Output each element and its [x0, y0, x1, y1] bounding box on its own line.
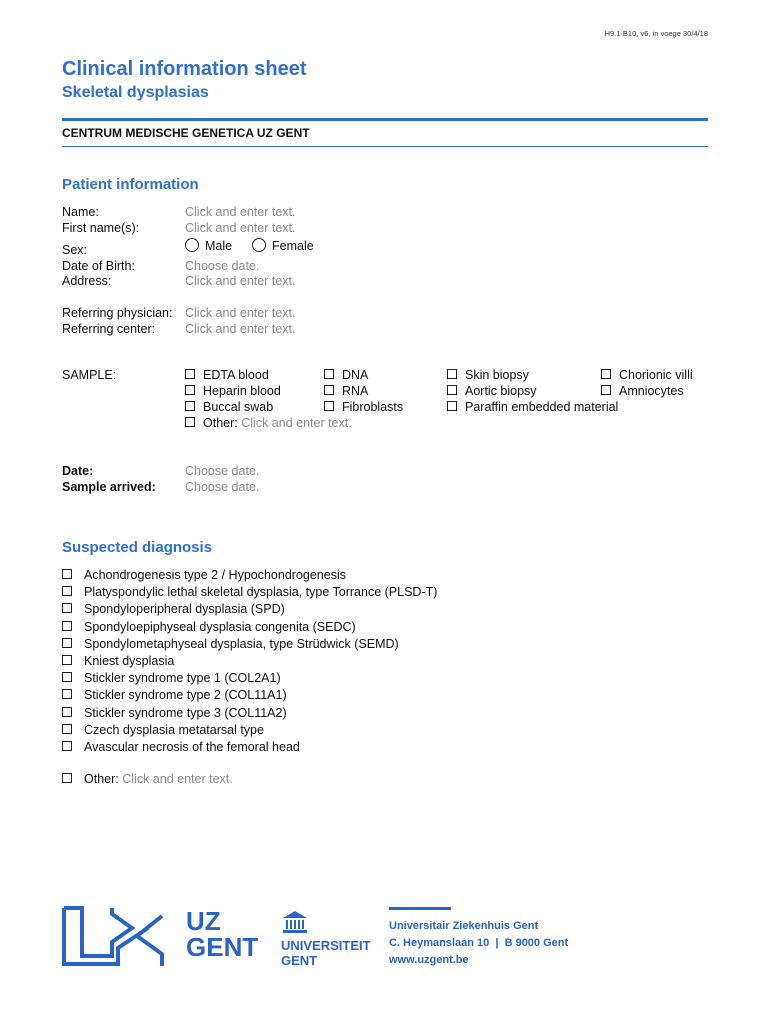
diagnosis-label: Spondyloepiphyseal dysplasia congenita (SEDC)	[84, 619, 356, 634]
center-label: Referring center:	[62, 322, 156, 336]
diagnosis-checkbox[interactable]	[62, 653, 174, 669]
date-label: Date:	[62, 464, 94, 478]
male-label: Male	[205, 239, 233, 253]
checkbox-icon	[185, 401, 195, 411]
other-label: Other:	[84, 772, 119, 786]
diagnosis-checkbox[interactable]	[62, 705, 287, 721]
sample-checkbox[interactable]	[185, 383, 281, 399]
footer-website[interactable]: www.uzgent.be	[389, 954, 469, 966]
first-name-label: First name(s):	[62, 221, 140, 235]
ugent-logo-text: UNIVERSITEIT GENT	[281, 938, 371, 968]
sample-label: Aortic biopsy	[465, 384, 537, 398]
checkbox-icon	[447, 369, 457, 379]
divider	[389, 907, 451, 910]
diagnosis-checkbox[interactable]	[62, 722, 264, 738]
patient-heading: Patient information	[62, 176, 199, 193]
sample-label: Amniocytes	[619, 384, 684, 398]
sample-checkbox[interactable]	[601, 383, 684, 399]
sample-label: Chorionic villi	[619, 368, 693, 382]
sample-other-checkbox[interactable]	[185, 415, 352, 431]
sample-checkbox[interactable]	[324, 367, 368, 383]
sample-other-field[interactable]: Click and enter text.	[241, 416, 352, 430]
checkbox-icon	[62, 724, 72, 734]
diagnosis-label: Spondyloperipheral dysplasia (SPD)	[84, 602, 285, 617]
checkbox-icon	[324, 385, 334, 395]
checkbox-icon	[62, 672, 72, 682]
arrived-label: Sample arrived:	[62, 480, 156, 494]
address-field[interactable]: Click and enter text.	[185, 274, 296, 288]
checkbox-icon	[62, 741, 72, 751]
checkbox-icon	[185, 369, 195, 379]
checkbox-icon	[62, 603, 72, 613]
sample-checkbox[interactable]	[601, 367, 693, 383]
diagnosis-checkbox[interactable]	[62, 601, 285, 617]
sample-label: Heparin blood	[203, 384, 281, 398]
diagnosis-label: Spondylometaphyseal dysplasia, type Strüdwick (SEMD)	[84, 636, 399, 651]
checkbox-icon	[62, 586, 72, 596]
female-label: Female	[272, 239, 314, 253]
sample-checkbox[interactable]	[185, 367, 269, 383]
page-subtitle: Skeletal dysplasias	[62, 84, 209, 101]
checkbox-icon	[324, 401, 334, 411]
checkbox-icon	[62, 689, 72, 699]
sample-checkbox[interactable]	[324, 383, 368, 399]
center-name: CENTRUM MEDISCHE GENETICA UZ GENT	[62, 126, 310, 140]
diagnosis-label: Platyspondylic lethal skeletal dysplasia, type Torrance (PLSD-T)	[84, 585, 438, 600]
uz-gent-logo-text: UZ GENT	[186, 906, 259, 962]
sex-label: Sex:	[62, 243, 88, 257]
diagnosis-label: Achondrogenesis type 2 / Hypochondrogenesis	[84, 568, 346, 582]
sample-label: RNA	[342, 384, 369, 398]
date-field[interactable]: Choose date.	[185, 464, 260, 478]
name-field[interactable]: Click and enter text.	[185, 205, 296, 219]
diagnosis-checkbox[interactable]	[62, 687, 287, 703]
physician-field[interactable]: Click and enter text.	[185, 306, 296, 320]
dob-field[interactable]: Choose date.	[185, 259, 260, 273]
other-label: Other:	[203, 416, 238, 430]
diagnosis-label: Stickler syndrome type 1 (COL2A1)	[84, 671, 281, 686]
radio-icon	[185, 238, 199, 252]
arrived-field[interactable]: Choose date.	[185, 480, 260, 494]
sample-label: Paraffin embedded material	[465, 400, 619, 414]
sample-checkbox[interactable]	[447, 367, 529, 383]
checkbox-icon	[62, 638, 72, 648]
sample-checkbox[interactable]	[324, 399, 403, 415]
divider	[62, 118, 708, 121]
checkbox-icon	[62, 655, 72, 665]
checkbox-icon	[185, 417, 195, 427]
diagnosis-label: Stickler syndrome type 3 (COL11A2)	[84, 705, 287, 720]
diagnosis-label: Stickler syndrome type 2 (COL11A1)	[84, 688, 287, 703]
footer-org: Universitair Ziekenhuis Gent	[389, 920, 539, 932]
sex-female-radio[interactable]	[252, 238, 314, 254]
diagnosis-other-field[interactable]: Click and enter text.	[122, 772, 233, 786]
checkbox-icon	[447, 401, 457, 411]
sample-label: EDTA blood	[203, 368, 269, 382]
diagnosis-heading: Suspected diagnosis	[62, 539, 213, 556]
address-label: Address:	[62, 274, 112, 288]
diagnosis-checkbox[interactable]	[62, 619, 356, 635]
radio-icon	[252, 238, 266, 252]
sample-label: Skin biopsy	[465, 368, 529, 382]
checkbox-icon	[62, 621, 72, 631]
checkbox-icon	[62, 569, 72, 579]
physician-label: Referring physician:	[62, 306, 173, 320]
checkbox-icon	[62, 773, 72, 783]
sample-checkbox[interactable]	[447, 399, 618, 415]
diagnosis-checkbox[interactable]	[62, 739, 300, 755]
diagnosis-checkbox[interactable]	[62, 567, 346, 583]
diagnosis-other-checkbox[interactable]	[62, 771, 233, 787]
footer-address: C. Heymanslaan 10 | B 9000 Gent	[389, 937, 569, 949]
name-label: Name:	[62, 205, 99, 219]
checkbox-icon	[62, 707, 72, 717]
document-code: H9.1-B10, v6, in voege 30/4/18	[604, 29, 708, 38]
sample-checkbox[interactable]	[447, 383, 537, 399]
diagnosis-checkbox[interactable]	[62, 670, 281, 686]
sample-checkbox[interactable]	[185, 399, 273, 415]
diagnosis-label: Kniest dysplasia	[84, 654, 175, 668]
sample-label: Fibroblasts	[342, 400, 404, 414]
uz-gent-logo-icon	[62, 906, 172, 968]
dob-label: Date of Birth:	[62, 259, 135, 273]
sex-male-radio[interactable]	[185, 238, 232, 254]
sample-label: SAMPLE:	[62, 368, 117, 382]
university-building-icon	[281, 910, 309, 934]
first-name-field[interactable]: Click and enter text.	[185, 221, 296, 235]
checkbox-icon	[185, 385, 195, 395]
diagnosis-label: Czech dysplasia metatarsal type	[84, 722, 264, 737]
checkbox-icon	[324, 369, 334, 379]
checkbox-icon	[601, 369, 611, 379]
checkbox-icon	[447, 385, 457, 395]
diagnosis-checkbox[interactable]	[62, 584, 437, 600]
diagnosis-checkbox[interactable]	[62, 636, 399, 652]
divider	[62, 146, 708, 147]
sample-label: DNA	[342, 368, 369, 382]
diagnosis-label: Avascular necrosis of the femoral head	[84, 740, 300, 754]
sample-label: Buccal swab	[203, 400, 274, 414]
checkbox-icon	[601, 385, 611, 395]
center-field[interactable]: Click and enter text.	[185, 322, 296, 336]
page-title: Clinical information sheet	[62, 58, 307, 80]
